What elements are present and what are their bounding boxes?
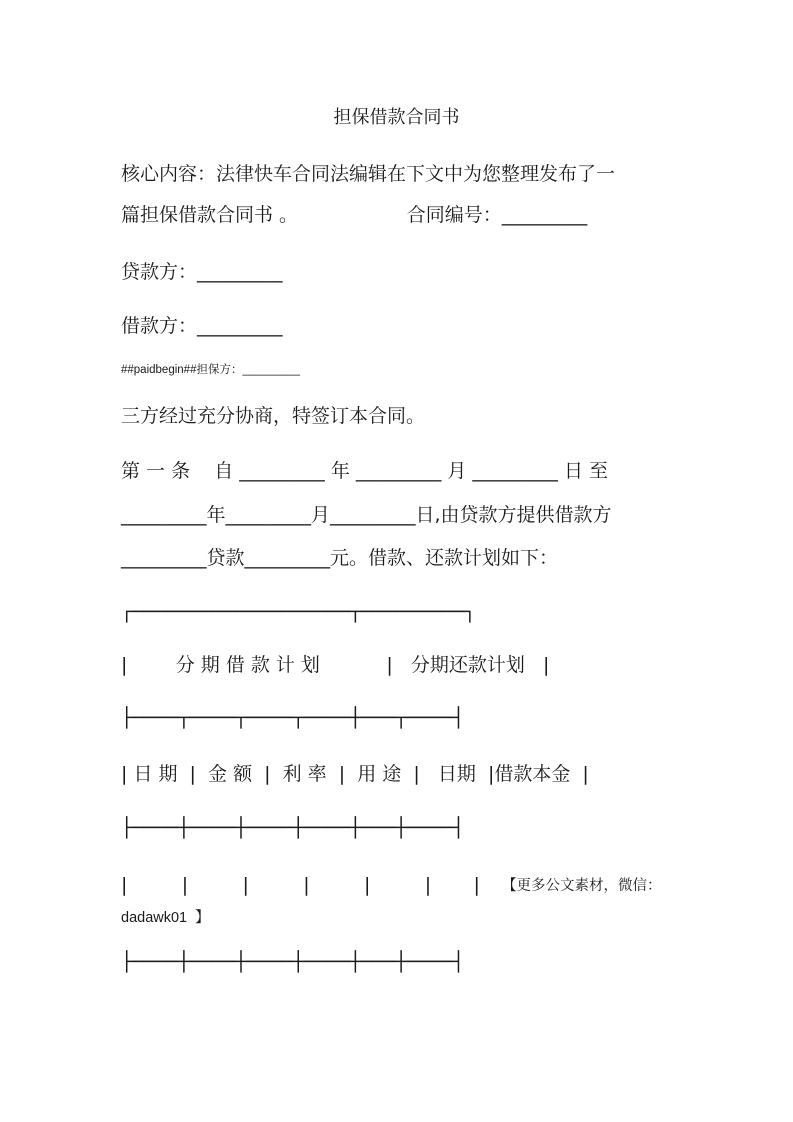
intro-line-2-contract-number: 篇担保借款合同书 。 合同编号：_________ xyxy=(121,204,588,226)
article-1-line-1: 第 一 条 自 _________ 年 _________ 月 _________ 日 至 xyxy=(121,460,609,482)
article-1-line-2: _________年_________月_________日,由贷款方提供借款方 xyxy=(121,504,612,526)
intro-line-1: 核心内容：法律快车合同法编辑在下文中为您整理发布了一 xyxy=(121,163,616,185)
lender-field: 贷款方：_________ xyxy=(121,261,283,283)
guarantor-field: ##paidbegin##担保方：_________ xyxy=(121,364,301,376)
borrower-field: 借款方：_________ xyxy=(121,315,283,337)
promo-text: 【更多公文素材，微信： xyxy=(502,878,662,894)
document-title: 担保借款合同书 xyxy=(333,107,460,128)
promo-wechat-id: dadawk01 】 xyxy=(121,910,210,926)
table-columns-row: | 日 期 | 金 额 | 利 率 | 用 途 | 日期 |借款本金 | xyxy=(121,763,589,785)
table-divider-1: ├────┬────┬────┬────┼───┬────┤ xyxy=(121,707,465,729)
table-top-border: ┌───────────────────┬─────────┐ xyxy=(121,601,476,623)
article-1-line-3: _________贷款_________元。借款、还款计划如下： xyxy=(121,547,559,569)
table-divider-2: ├────┼────┼────┼────┼───┼────┤ xyxy=(121,817,465,839)
agreement-statement: 三方经过充分协商，特签订本合同。 xyxy=(121,405,426,427)
table-blank-row: | | | | | | | xyxy=(121,874,480,896)
table-divider-3: ├────┼────┼────┼────┼───┼────┤ xyxy=(121,951,465,973)
table-header-row: | 分 期 借 款 计 划 | 分期还款计划 | xyxy=(121,654,550,676)
